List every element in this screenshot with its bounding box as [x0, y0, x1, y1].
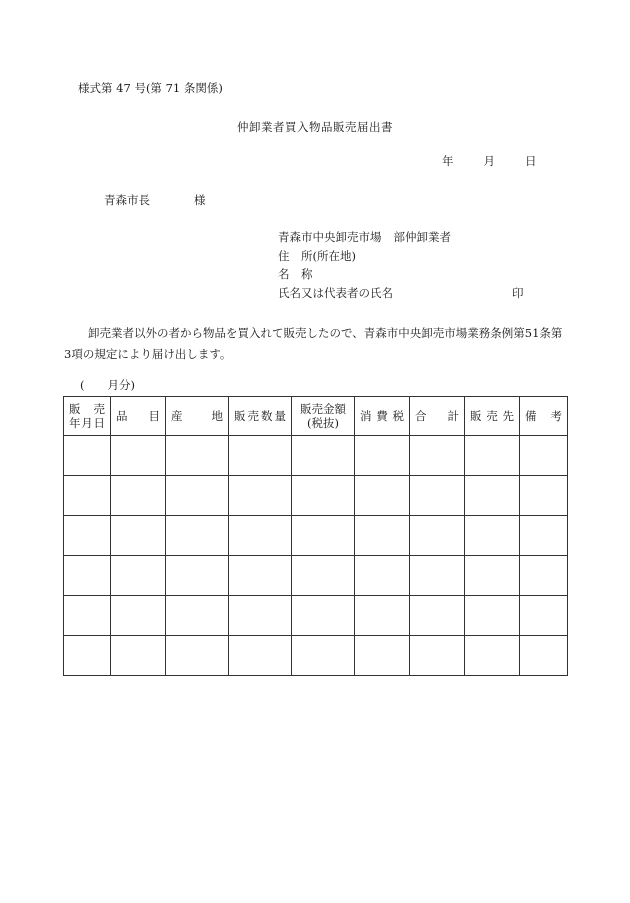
- table-cell: [111, 476, 166, 516]
- sales-table: [63, 396, 568, 676]
- declaration-text: 卸売業者以外の者から物品を買入れて販売したので、青森市中央卸売市場業務条例第51条第3項の規定により届け出します。: [64, 326, 563, 361]
- table-cell: [355, 436, 410, 476]
- table-cell: [292, 476, 355, 516]
- date-line: [442, 156, 537, 168]
- table-cell: [166, 556, 229, 596]
- table-cell: [465, 516, 520, 556]
- sender-address-label: 住 所(所在地): [278, 249, 356, 263]
- table-cell: [355, 556, 410, 596]
- table-cell: [111, 436, 166, 476]
- table-row: [64, 516, 568, 556]
- table-cell: [111, 596, 166, 636]
- table-cell: [520, 596, 568, 636]
- table-cell: [229, 516, 292, 556]
- header-buyer: 販売先: [465, 397, 520, 436]
- table-row: [64, 556, 568, 596]
- table-row: [64, 636, 568, 676]
- table-cell: [520, 556, 568, 596]
- table-cell: [465, 596, 520, 636]
- table-row: [64, 596, 568, 636]
- header-origin: 産 地: [166, 397, 229, 436]
- header-quantity: 販売数量: [229, 397, 292, 436]
- table-cell: [166, 636, 229, 676]
- table-cell: [465, 636, 520, 676]
- table-cell: [355, 516, 410, 556]
- table-cell: [410, 436, 465, 476]
- table-cell: [355, 476, 410, 516]
- addressee: [104, 195, 206, 207]
- table-cell: [465, 436, 520, 476]
- table-cell: [166, 596, 229, 636]
- table-cell: [410, 476, 465, 516]
- table-cell: [292, 636, 355, 676]
- table-cell: [292, 596, 355, 636]
- sender-name-label: 名 称: [278, 267, 313, 281]
- table-cell: [520, 436, 568, 476]
- seal-mark: 印: [512, 286, 524, 300]
- table-cell: [166, 436, 229, 476]
- table-cell: [292, 556, 355, 596]
- addressee-name: 青森市長: [104, 193, 150, 207]
- table-cell: [292, 436, 355, 476]
- table-cell: [166, 516, 229, 556]
- table-cell: [111, 636, 166, 676]
- table-cell: [410, 636, 465, 676]
- table-cell: [355, 596, 410, 636]
- header-remarks: 備 考: [520, 397, 568, 436]
- table-row: [64, 436, 568, 476]
- sender-representative-label: 氏名又は代表者の氏名: [278, 286, 393, 300]
- table-cell: [229, 556, 292, 596]
- table-cell: [520, 636, 568, 676]
- table-cell: [64, 516, 111, 556]
- month-label: ( 月分): [80, 378, 135, 392]
- table-cell: [111, 516, 166, 556]
- table-cell: [520, 476, 568, 516]
- table-cell: [410, 516, 465, 556]
- table-cell: [111, 556, 166, 596]
- sender-market-line: [278, 232, 451, 244]
- addressee-honorific: 様: [194, 193, 206, 207]
- table-cell: [355, 636, 410, 676]
- date-year: 年: [442, 154, 454, 168]
- table-cell: [64, 556, 111, 596]
- table-cell: [64, 436, 111, 476]
- table-cell: [229, 636, 292, 676]
- header-amount: 販売金額 (税抜): [292, 397, 355, 436]
- table-cell: [64, 636, 111, 676]
- table-cell: [410, 556, 465, 596]
- table-cell: [465, 476, 520, 516]
- document-title: 仲卸業者買入物品販売届出書: [237, 120, 393, 134]
- table-cell: [64, 476, 111, 516]
- table-cell: [520, 516, 568, 556]
- table-body: [64, 436, 568, 676]
- header-sale-date: 販 売 年月日: [64, 397, 111, 436]
- table-cell: [465, 556, 520, 596]
- table-row: [64, 476, 568, 516]
- table-cell: [229, 476, 292, 516]
- form-number: 様式第 47 号(第 71 条関係): [78, 81, 223, 95]
- sender-market: 青森市中央卸売市場: [278, 230, 382, 244]
- table-cell: [166, 476, 229, 516]
- sender-role: 部仲卸業者: [393, 230, 451, 244]
- header-item: 品 目: [111, 397, 166, 436]
- date-day: 日: [525, 154, 537, 168]
- date-month: 月: [483, 154, 495, 168]
- table-cell: [229, 596, 292, 636]
- table-cell: [229, 436, 292, 476]
- table-cell: [410, 596, 465, 636]
- table-header-row: [64, 397, 568, 436]
- header-consumption-tax: 消費税: [355, 397, 410, 436]
- header-total: 合 計: [410, 397, 465, 436]
- table-cell: [292, 516, 355, 556]
- table-cell: [64, 596, 111, 636]
